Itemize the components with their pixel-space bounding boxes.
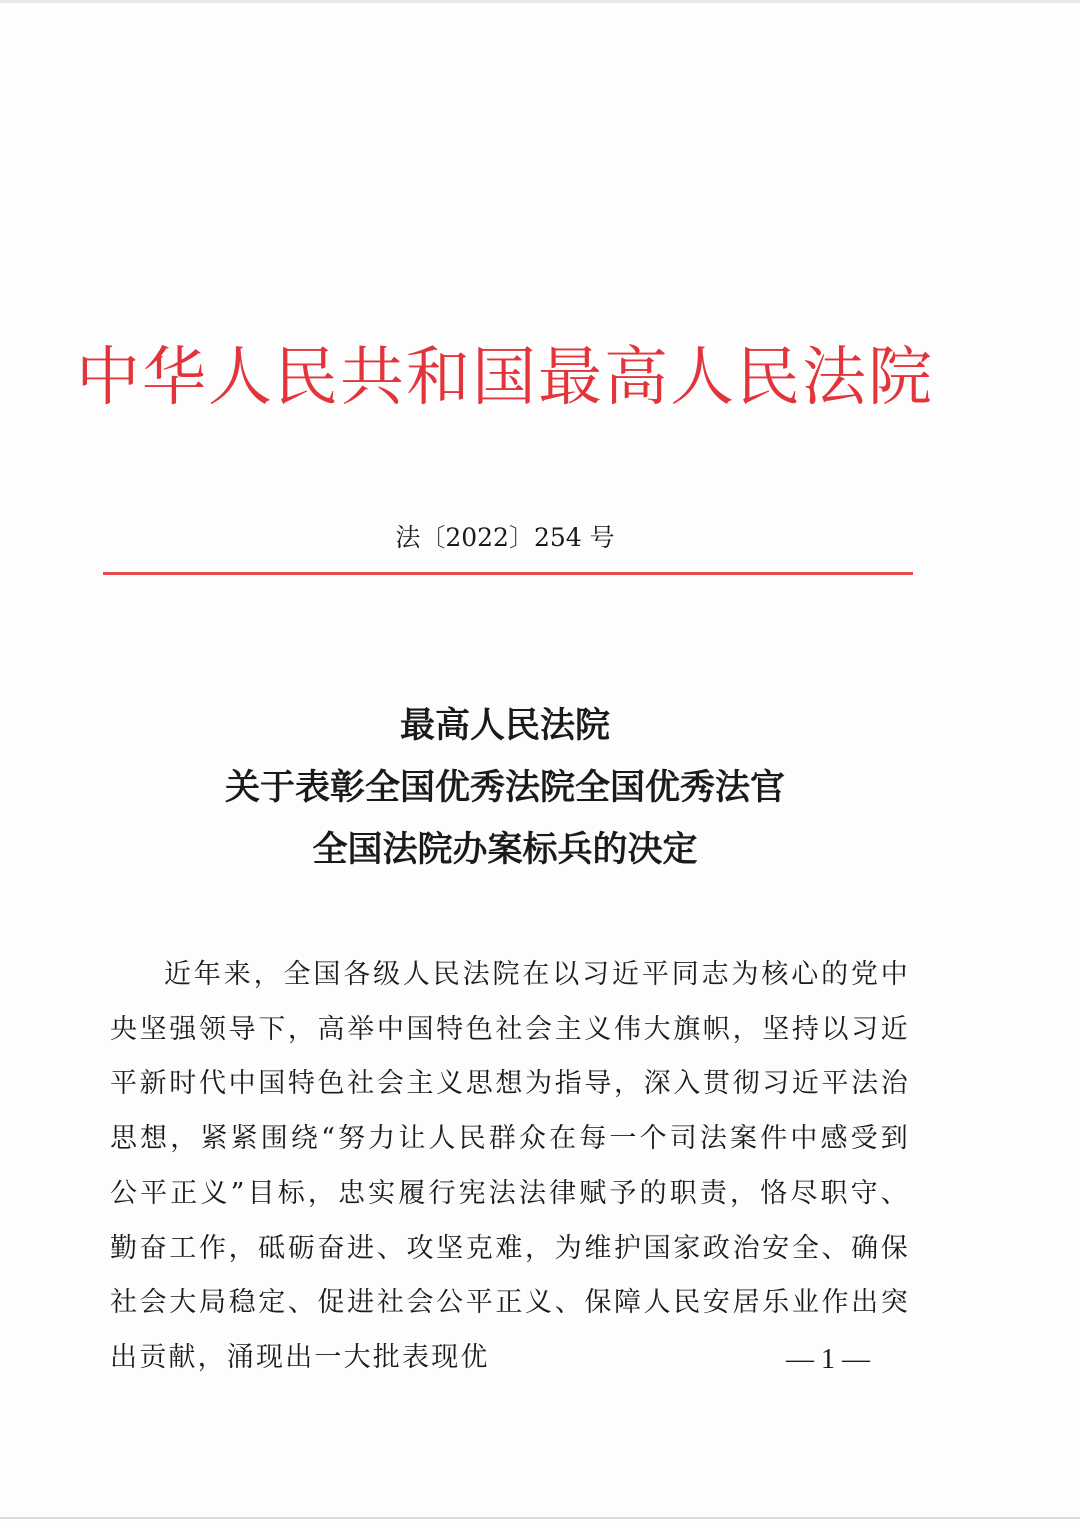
page-number: — 1 —: [786, 1344, 870, 1375]
red-divider-line: [103, 572, 913, 575]
scan-edge-top: [0, 0, 1080, 3]
body-paragraph: 近年来，全国各级人民法院在以习近平同志为核心的党中央坚强领导下，高举中国特色社会主义伟大旗帜，坚持以习近平新时代中国特色社会主义思想为指导，深入贯彻习近平法治思想，紧紧围绕“努力让人民群众在每一个司法案件中感受到公平正义”目标，忠实履行宪法法律赋予的职责，恪尽职守、勤奋工作，砥砺奋进、攻坚克难，为维护国家政治安全、确保社会大局稳定、促进社会公平正义、保障人民安居乐业作出突出贡献，涌现出一大批表现优: [110, 959, 910, 1373]
title-line-1: 最高人民法院: [399, 705, 610, 746]
document-number: 法〔2022〕254 号: [395, 523, 615, 552]
issuer-masthead: 中华人民共和国最高人民法院: [76, 341, 934, 415]
scan-edge-bottom: [0, 1517, 1080, 1519]
title-line-3: 全国法院办案标兵的决定: [312, 829, 698, 870]
title-line-2: 关于表彰全国优秀法院全国优秀法官: [224, 767, 785, 808]
document-title: [0, 695, 1010, 881]
